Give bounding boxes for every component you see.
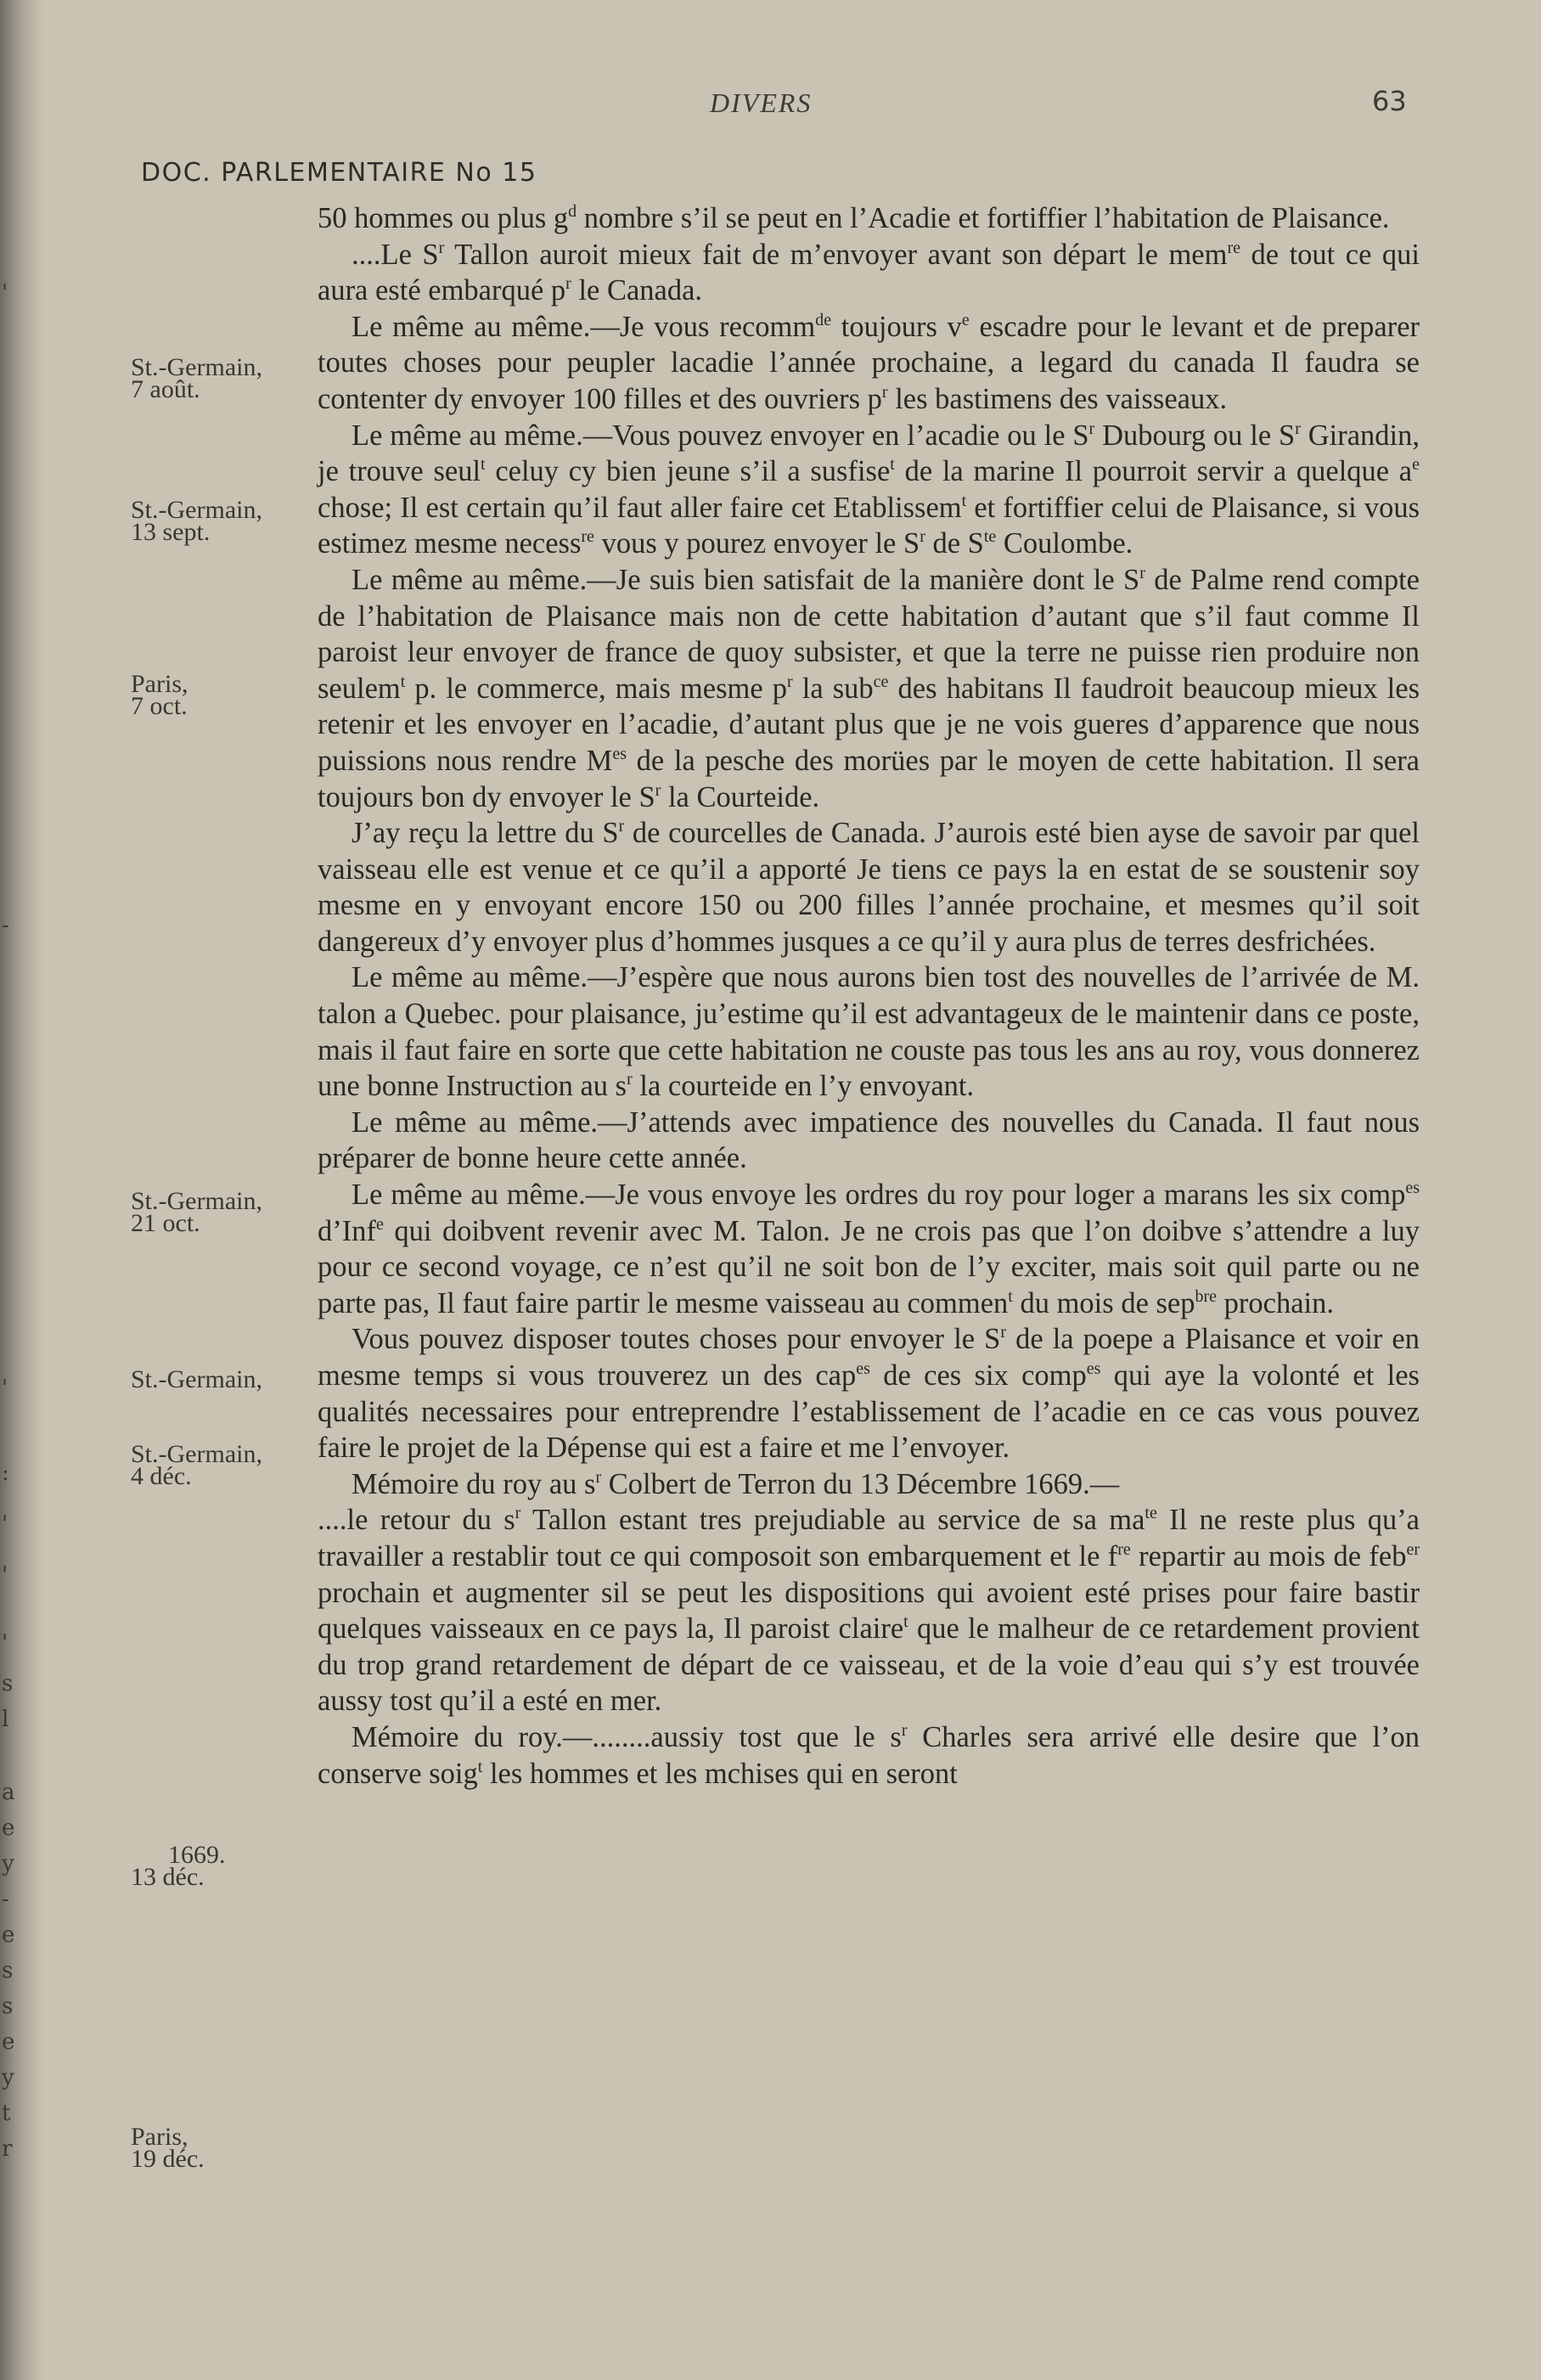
- margin-note-date: 1669. 13 déc.: [131, 1841, 226, 1891]
- paragraph: 50 hommes ou plus $g^d$ nombre s’il se peut en l’Acadie et fortiffier l’habitation de Plaisance.: [318, 202, 1390, 234]
- page-number: 63: [1372, 85, 1407, 117]
- margin-note-date: St.-Germain,: [131, 1365, 262, 1393]
- edge-glyph: e: [2, 1815, 15, 1841]
- edge-glyph: :: [2, 1460, 9, 1486]
- edge-glyph: -: [2, 913, 9, 938]
- edge-glyph: r: [2, 2136, 13, 2162]
- margin-note-date: St.-Germain, 21 oct.: [131, 1187, 262, 1237]
- paragraph: ....Le $S^r$ Tallon auroit mieux fait de m’envoyer avant son départ le mem$^{re}$ de tout ce qui aura esté embarqué $p^r$ le Canada.: [318, 238, 1420, 307]
- facing-page-edge: [2, 0, 27, 2380]
- edge-glyph: ': [2, 1630, 8, 1656]
- edge-glyph: y: [2, 2065, 14, 2090]
- edge-glyph: s: [2, 1671, 14, 1696]
- paragraph: Le même au même.—J’attends avec impatience des nouvelles du Canada. Il faut nous préparer de bonne heure cette année.: [318, 1106, 1420, 1175]
- edge-glyph: ': [2, 1511, 8, 1537]
- paragraph: Le même au même.—Je vous recomm$^{de}$ toujours $v^e$ escadre pour le levant et de preparer toutes choses pour peupler lacadie l’année prochaine, a legard du canada Il faudra se contenter dy envoyer 100 filles et des ouvriers $p^r$ les bastimens des vaisseaux.: [318, 310, 1420, 415]
- paragraph: Vous pouvez disposer toutes choses pour envoyer le $S^r$ de la poepe a Plaisance et voir en mesme temps si vous trouverez un des cap$^{es}$ de ces six comp$^{es}$ qui aye la volonté et les qualités necessaires pour entreprendre l’establissement de l’acadie en ce cas vous pouvez faire le projet de la Dépense qui est a faire et me l’envoyer.: [318, 1323, 1420, 1465]
- edge-glyph: t: [2, 2101, 11, 2126]
- document-label: DOC. PARLEMENTAIRE No 15: [141, 158, 537, 188]
- paragraph: ....le retour du $s^r$ Tallon estant tres prejudiable au service de sa $ma^{te}$ Il ne reste plus qu’a travailler a restablir tout ce qui composoit son embarquement et le $f^{re}$ repartir au mois de feb$^{er}$ prochain et augmenter sil se peut les dispositions qui avoient esté prises pour faire bastir quelques vaisseaux en ce pays la, Il paroist claire$^t$ que le malheur de ce retardement provient du trop grand retardement de départ de ce vaisseau, et de la voie d’eau qui s’y est trouvée aussy tost qu’il a esté en mer.: [318, 1504, 1420, 1718]
- margin-note-date: St.-Germain, 4 déc.: [131, 1440, 262, 1490]
- margin-note-date: St.-Germain, 13 sept.: [131, 496, 262, 546]
- paragraph: Mémoire du roy.—........aussiy tost que le $s^r$ Charles sera arrivé elle desire que l’on conserve soig$^t$ les hommes et les mchises qui en seront: [318, 1720, 1420, 1790]
- edge-glyph: e: [2, 1922, 15, 1948]
- edge-glyph: s: [2, 1958, 14, 1983]
- margin-note-date: St.-Germain, 7 août.: [131, 353, 262, 403]
- edge-glyph: y: [2, 1851, 14, 1876]
- paragraph: Le même au même.—Je suis bien satisfait de la manière dont le $S^r$ de Palme rend compte de l’habitation de Plaisance mais non de cette habitation d’autant que s’il faut comme Il paroist leur envoyer de france de quoy subsister, et que la terre ne puisse rien produire non seulem$^t$ p. le commerce, mais mesme $p^r$ la sub$^{ce}$ des habitans Il faudroit beaucoup mieux les retenir et les envoyer en l’acadie, d’autant plus que je ne vois gueres d’apparence que nous puissions nous rendre $M^{es}$ de la pesche des morües par le moyen de cette habitation. Il sera toujours bon dy envoyer le $S^r$ la Courteide.: [318, 563, 1420, 813]
- edge-glyph: a: [2, 1780, 15, 1805]
- paragraph: Le même au même.—J’espère que nous aurons bien tost des nouvelles de l’arrivée de M. talon a Quebec. pour plaisance, ju’estime qu’il est advantageux de le maintenir dans ce poste, mais il faut faire en sorte que cette habitation ne couste pas tous les ans au roy, vous donnerez une bonne Instruction au $s^r$ la courteide en l’y envoyant.: [318, 961, 1420, 1103]
- edge-glyph: e: [2, 2029, 15, 2055]
- paragraph: Le même au même.—Vous pouvez envoyer en l’acadie ou le $S^r$ Dubourg ou le $S^r$ Girandin, je trouve seul$^t$ celuy cy bien jeune s’il a susfise$^t$ de la marine Il pourroit servir a quelque $a^e$ chose; Il est certain qu’il faut aller faire cet Etablissem$^t$ et fortiffier celui de Plaisance, si vous estimez mesme necess$^{re}$ vous y pourez envoyer le $S^r$ de $S^{te}$ Coulombe.: [318, 419, 1420, 560]
- edge-glyph: ': [2, 1376, 8, 1401]
- paragraph: J’ay reçu la lettre du $S^r$ de courcelles de Canada. J’aurois esté bien ayse de savoir par quel vaisseau elle est venue et ce qu’il a apporté Je tiens ce pays la en estat de se soustenir soy mesme en y envoyant encore 150 ou 200 filles l’année prochaine, et mesmes qu’il soit dangereux d’y envoyer plus d’hommes jusques a ce qu’il y aura plus de terres desfrichées.: [318, 817, 1420, 958]
- margin-note-date: Paris, 19 déc.: [131, 2123, 205, 2173]
- edge-glyph: ': [2, 1562, 8, 1588]
- margin-note-date: Paris, 7 oct.: [131, 670, 188, 720]
- edge-glyph: s: [2, 1994, 14, 2019]
- paragraph: Le même au même.—Je vous envoye les ordres du roy pour loger a marans les six comp$^{es}$ d’Inf$^e$ qui doibvent revenir avec M. Talon. Je ne crois pas que l’on doibve s’attendre a luy pour ce second voyage, ce n’est qu’il ne soit bon de l’y exciter, mais soit quil parte ou ne parte pas, Il faut faire partir le mesme vaisseau au commen$^t$ du mois de sep$^{bre}$ prochain.: [318, 1179, 1420, 1319]
- edge-glyph: l: [2, 1707, 9, 1732]
- paragraph: Mémoire du roy au $s^r$ Colbert de Terron du 13 Décembre 1669.—: [352, 1467, 1120, 1500]
- edge-glyph: -: [2, 1887, 9, 1912]
- edge-glyph: ': [2, 280, 8, 306]
- document-body: [318, 200, 1420, 1792]
- running-header-title: DIVERS: [710, 87, 813, 118]
